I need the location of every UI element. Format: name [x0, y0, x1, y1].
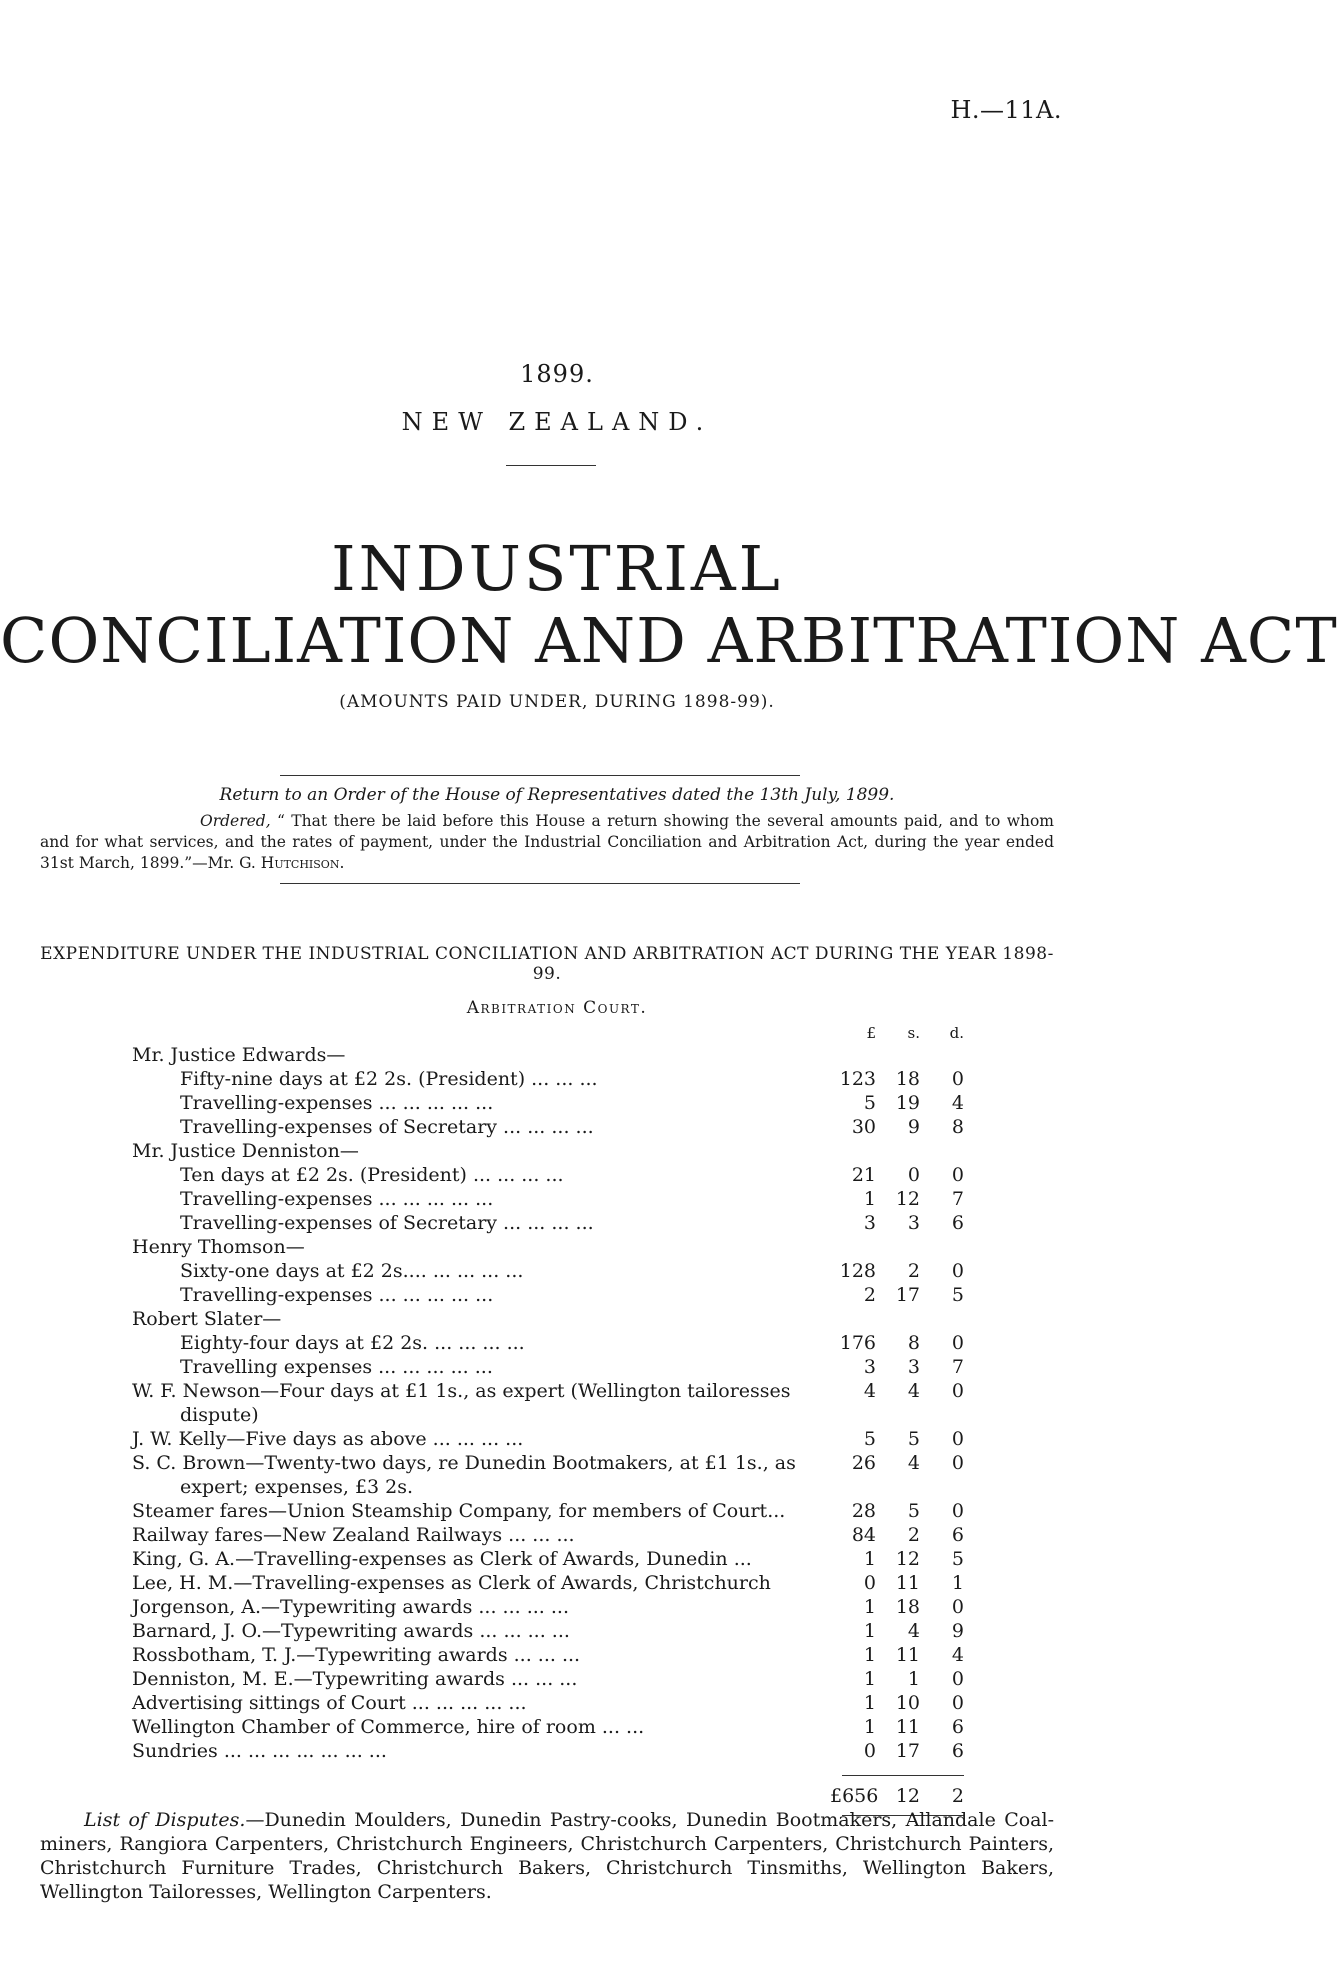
- divider: [280, 775, 800, 776]
- row-label: Railway fares—New Zealand Railways ... ... ...: [132, 1524, 575, 1546]
- subtitle: (AMOUNTS PAID UNDER, DURING 1898-99).: [339, 692, 775, 712]
- amount-pounds: 1: [863, 1668, 876, 1690]
- disputes-paragraph: [40, 1808, 1054, 1904]
- amount-pence: 0: [951, 1164, 964, 1186]
- main-title-line2: CONCILIATION AND ARBITRATION ACT: [0, 604, 1338, 677]
- amount-shillings: 4: [907, 1620, 920, 1642]
- divider: [280, 883, 800, 884]
- amount-pence: 8: [951, 1116, 964, 1138]
- table-row: [132, 1283, 964, 1307]
- row-label: Travelling-expenses ... ... ... ... ...: [180, 1188, 494, 1210]
- row-amount: [834, 1667, 964, 1691]
- row-amount: [834, 1427, 964, 1451]
- amount-shillings: 18: [895, 1068, 920, 1090]
- amount-pence: 0: [951, 1452, 964, 1474]
- row-amount: [834, 1115, 964, 1139]
- amount-pounds: 28: [851, 1500, 876, 1522]
- amount-pence: 0: [951, 1260, 964, 1282]
- row-label: J. W. Kelly—Five days as above ... ... ... ...: [132, 1428, 524, 1450]
- expenditure-rows: [132, 1043, 964, 1763]
- table-row: [132, 1331, 964, 1355]
- total-amount: [830, 1785, 964, 1809]
- amount-pence: 0: [951, 1380, 964, 1402]
- amount-pounds: 26: [851, 1452, 876, 1474]
- amount-pence: 4: [951, 1092, 964, 1114]
- column-header-shillings: s.: [907, 1024, 920, 1042]
- column-headers: [132, 1024, 964, 1043]
- amount-pounds: 1: [863, 1620, 876, 1642]
- row-amount: [834, 1331, 964, 1355]
- amount-pence: 5: [951, 1548, 964, 1570]
- amount-shillings: 17: [895, 1740, 920, 1762]
- row-label: W. F. Newson—Four days at £1 1s., as expert (Wellington tailoresses dispute): [132, 1380, 791, 1426]
- row-amount: [834, 1235, 964, 1259]
- amount-shillings: 4: [907, 1380, 920, 1402]
- amount-shillings: 4: [907, 1452, 920, 1474]
- amount-shillings: 12: [895, 1548, 920, 1570]
- row-amount: [834, 1211, 964, 1235]
- ordered-label: Ordered,: [200, 812, 271, 830]
- return-order-line: Return to an Order of the House of Representatives dated the 13th July, 1899.: [219, 785, 895, 805]
- amount-pounds: 1: [863, 1596, 876, 1618]
- amount-shillings: 1: [907, 1668, 920, 1690]
- country-heading: NEW ZEALAND.: [401, 408, 713, 436]
- amount-pounds: 21: [851, 1164, 876, 1186]
- amount-pence: 5: [951, 1284, 964, 1306]
- amount-pence: 9: [951, 1620, 964, 1642]
- amount-pence: 7: [951, 1356, 964, 1378]
- payee-group-heading: [132, 1139, 964, 1163]
- payee-group-heading: [132, 1307, 964, 1331]
- row-amount: [834, 1571, 964, 1595]
- row-label: Ten days at £2 2s. (President) ... ... ... ...: [180, 1164, 564, 1186]
- table-row: [132, 1643, 964, 1667]
- row-label: Sundries ... ... ... ... ... ... ...: [132, 1740, 387, 1762]
- amount-shillings: 8: [907, 1332, 920, 1354]
- total-pounds: £656: [830, 1785, 879, 1807]
- amount-pounds: 1: [863, 1644, 876, 1666]
- row-label: Fifty-nine days at £2 2s. (President) ... ... ...: [180, 1068, 598, 1090]
- row-amount: [834, 1259, 964, 1283]
- column-header-pounds: £: [866, 1024, 876, 1042]
- ordered-text: “ That there be laid before this House a return showing the several amounts paid, and to whom and for what services, and the rates of payment, under the Industrial Conciliation and Arbitration Act, during the year ended 31st March, 1899.”—Mr. G.: [40, 812, 1054, 872]
- row-label: Wellington Chamber of Commerce, hire of room ... ...: [132, 1716, 645, 1738]
- table-row: [132, 1091, 964, 1115]
- amount-shillings: 9: [907, 1116, 920, 1138]
- amount-pence: 4: [951, 1644, 964, 1666]
- amount-shillings: 10: [895, 1692, 920, 1714]
- amount-shillings: 2: [907, 1524, 920, 1546]
- row-label: Sixty-one days at £2 2s.... ... ... ... ...: [180, 1260, 524, 1282]
- amount-shillings: 0: [907, 1164, 920, 1186]
- ordered-paragraph: [40, 811, 1054, 874]
- amount-pounds: 5: [863, 1428, 876, 1450]
- table-row: [132, 1571, 964, 1595]
- amount-shillings: 11: [895, 1644, 920, 1666]
- row-amount: [834, 1739, 964, 1763]
- amount-pounds: 3: [863, 1356, 876, 1378]
- table-row: [132, 1187, 964, 1211]
- table-row: [132, 1691, 964, 1715]
- row-amount: [834, 1043, 964, 1067]
- amount-pounds: 1: [863, 1692, 876, 1714]
- total-shillings: 12: [895, 1785, 920, 1807]
- table-row: [132, 1451, 964, 1499]
- amount-shillings: 5: [907, 1428, 920, 1450]
- amount-pence: 0: [951, 1428, 964, 1450]
- row-label: Travelling-expenses of Secretary ... ... ... ...: [180, 1116, 594, 1138]
- total-rule-top: [842, 1775, 964, 1776]
- row-label: Mr. Justice Denniston—: [132, 1140, 359, 1162]
- amount-pence: 0: [951, 1500, 964, 1522]
- amount-shillings: 2: [907, 1260, 920, 1282]
- divider: [506, 465, 596, 466]
- amount-pounds: 1: [863, 1716, 876, 1738]
- row-amount: [834, 1307, 964, 1331]
- amount-shillings: 11: [895, 1572, 920, 1594]
- row-label: S. C. Brown—Twenty-two days, re Dunedin Bootmakers, at £1 1s., as expert; expenses, £3 2s.: [132, 1452, 796, 1498]
- amount-pence: 6: [951, 1716, 964, 1738]
- table-row: [132, 1427, 964, 1451]
- row-label: Travelling-expenses of Secretary ... ... ... ...: [180, 1212, 594, 1234]
- row-label: Henry Thomson—: [132, 1236, 305, 1258]
- total-pence: 2: [951, 1785, 964, 1807]
- amount-pounds: 3: [863, 1212, 876, 1234]
- row-amount: [834, 1283, 964, 1307]
- row-label: Barnard, J. O.—Typewriting awards ... ... ... ...: [132, 1620, 570, 1642]
- amount-shillings: 3: [907, 1212, 920, 1234]
- row-label: Robert Slater—: [132, 1308, 282, 1330]
- table-row: [132, 1259, 964, 1283]
- amount-pounds: 2: [863, 1284, 876, 1306]
- ordered-name: Hutchison.: [260, 854, 345, 872]
- amount-pence: 0: [951, 1596, 964, 1618]
- row-label: King, G. A.—Travelling-expenses as Clerk of Awards, Dunedin ...: [132, 1548, 752, 1570]
- amount-pounds: 1: [863, 1548, 876, 1570]
- payee-group-heading: [132, 1235, 964, 1259]
- row-amount: [834, 1643, 964, 1667]
- section-heading: Arbitration Court.: [466, 998, 648, 1018]
- row-amount: [834, 1067, 964, 1091]
- row-label: Rossbotham, T. J.—Typewriting awards ... ... ...: [132, 1644, 581, 1666]
- table-row: [132, 1523, 964, 1547]
- main-title-line1: INDUSTRIAL: [331, 532, 783, 605]
- amount-pence: 6: [951, 1212, 964, 1234]
- amount-pence: 0: [951, 1068, 964, 1090]
- row-amount: [834, 1163, 964, 1187]
- amount-pounds: 128: [839, 1260, 876, 1282]
- row-amount: [834, 1499, 964, 1523]
- row-label: Jorgenson, A.—Typewriting awards ... ... ... ...: [132, 1596, 569, 1618]
- table-row: [132, 1115, 964, 1139]
- table-row: [132, 1163, 964, 1187]
- row-label: Travelling expenses ... ... ... ... ...: [180, 1356, 493, 1378]
- table-row: [132, 1067, 964, 1091]
- amount-shillings: 11: [895, 1716, 920, 1738]
- page-reference: H.—11A.: [950, 96, 1062, 124]
- row-label: Travelling-expenses ... ... ... ... ...: [180, 1284, 494, 1306]
- row-amount: [834, 1547, 964, 1571]
- expenditure-heading: EXPENDITURE UNDER THE INDUSTRIAL CONCILIATION AND ARBITRATION ACT DURING THE YEAR 1898-99.: [40, 944, 1054, 984]
- row-amount: [834, 1691, 964, 1715]
- amount-pounds: 84: [851, 1524, 876, 1546]
- row-amount: [834, 1187, 964, 1211]
- amount-pence: 6: [951, 1524, 964, 1546]
- row-amount: [834, 1595, 964, 1619]
- table-row: [132, 1355, 964, 1379]
- column-header-pence: d.: [949, 1024, 964, 1042]
- row-label: Eighty-four days at £2 2s. ... ... ... ...: [180, 1332, 525, 1354]
- amount-pence: 1: [951, 1572, 964, 1594]
- amount-pence: 7: [951, 1188, 964, 1210]
- amount-shillings: 12: [895, 1188, 920, 1210]
- amount-shillings: 18: [895, 1596, 920, 1618]
- amount-pounds: 123: [839, 1068, 876, 1090]
- table-row: [132, 1595, 964, 1619]
- row-amount: [834, 1379, 964, 1403]
- row-label: Travelling-expenses ... ... ... ... ...: [180, 1092, 494, 1114]
- row-amount: [834, 1355, 964, 1379]
- table-row: [132, 1211, 964, 1235]
- table-row: [132, 1499, 964, 1523]
- amount-pence: 0: [951, 1692, 964, 1714]
- row-label: Advertising sittings of Court ... ... ... ... ...: [132, 1692, 527, 1714]
- row-amount: [834, 1523, 964, 1547]
- row-amount: [834, 1139, 964, 1163]
- row-label: Denniston, M. E.—Typewriting awards ... ... ...: [132, 1668, 578, 1690]
- row-amount: [834, 1451, 964, 1475]
- row-label: Lee, H. M.—Travelling-expenses as Clerk of Awards, Christchurch: [132, 1572, 771, 1594]
- amount-pence: 0: [951, 1332, 964, 1354]
- table-row: [132, 1715, 964, 1739]
- disputes-text: —Dunedin Moulders, Dunedin Pastry-cooks, Dunedin Bootmakers, Allandale Coal-miners, Rangiora Carpenters, Christchurch Engineers, Christchurch Carpenters, Christchurch Painters, Christchurch Furniture Trades, Christchurch Bakers, Christchurch Tinsmiths, Wellington Bakers, Wellington Tailoresses, Wellington Carpenters.: [40, 1809, 1055, 1903]
- row-amount: [834, 1091, 964, 1115]
- disputes-label: List of Disputes.: [84, 1809, 246, 1831]
- amount-pounds: 4: [863, 1380, 876, 1402]
- amount-pounds: 1: [863, 1188, 876, 1210]
- row-label: Mr. Justice Edwards—: [132, 1044, 346, 1066]
- expenditure-table: [132, 1024, 964, 1819]
- amount-pounds: 0: [863, 1572, 876, 1594]
- amount-pounds: 176: [839, 1332, 876, 1354]
- table-row: [132, 1667, 964, 1691]
- amount-shillings: 19: [895, 1092, 920, 1114]
- amount-shillings: 3: [907, 1356, 920, 1378]
- row-label: Steamer fares—Union Steamship Company, for members of Court...: [132, 1500, 786, 1522]
- amount-pence: 0: [951, 1668, 964, 1690]
- amount-pence: 6: [951, 1740, 964, 1762]
- table-row: [132, 1379, 964, 1427]
- row-amount: [834, 1619, 964, 1643]
- amount-pounds: 30: [851, 1116, 876, 1138]
- amount-shillings: 17: [895, 1284, 920, 1306]
- amount-pounds: 0: [863, 1740, 876, 1762]
- amount-pounds: 5: [863, 1092, 876, 1114]
- table-row: [132, 1619, 964, 1643]
- table-row: [132, 1739, 964, 1763]
- table-row: [132, 1547, 964, 1571]
- amount-shillings: 5: [907, 1500, 920, 1522]
- payee-group-heading: [132, 1043, 964, 1067]
- document-year: 1899.: [520, 360, 594, 388]
- row-amount: [834, 1715, 964, 1739]
